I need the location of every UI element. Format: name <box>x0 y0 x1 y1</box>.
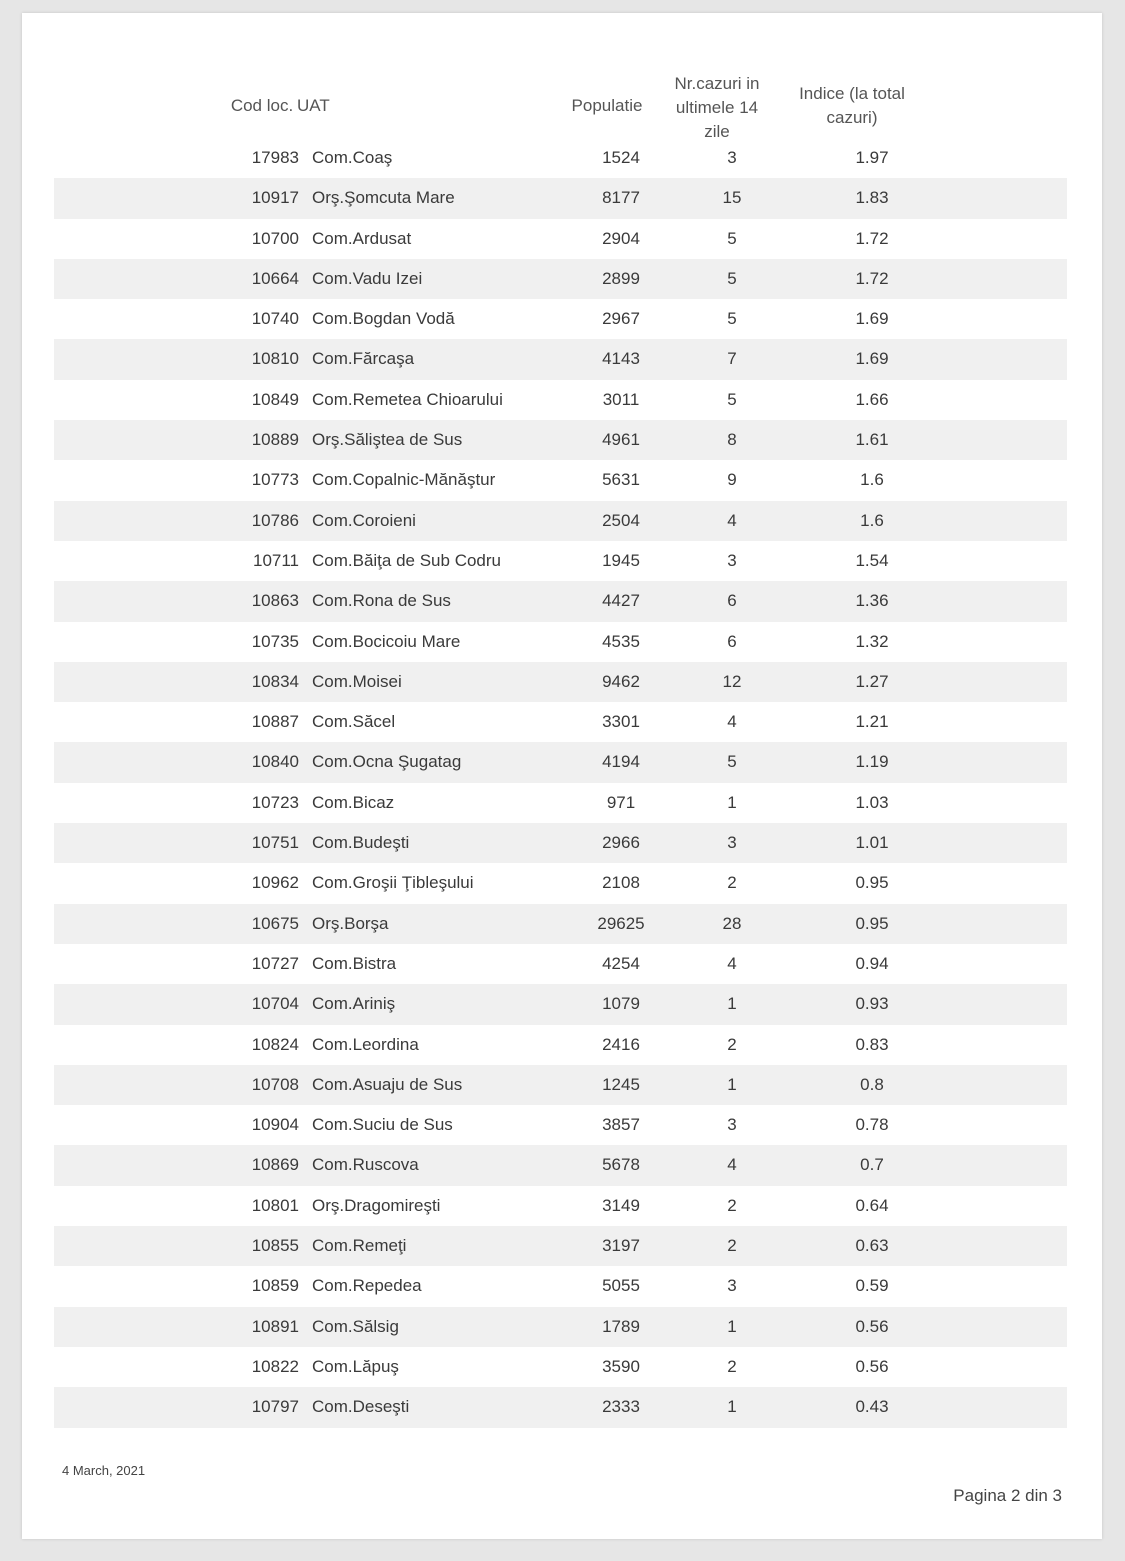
cell-cod-loc: 10863 <box>251 591 299 611</box>
cell-cod-loc: 10855 <box>251 1236 299 1256</box>
cell-populatie: 4961 <box>602 430 640 450</box>
cell-uat: Com.Copalnic-Mănăştur <box>312 470 496 490</box>
cell-populatie: 5055 <box>602 1276 640 1296</box>
cell-cod-loc: 10735 <box>251 631 299 651</box>
cell-indice: 0.56 <box>855 1356 889 1376</box>
cell-nr-cazuri: 2 <box>727 873 737 893</box>
table-row <box>54 1347 1067 1387</box>
cell-indice: 0.43 <box>855 1397 889 1417</box>
cell-populatie: 29625 <box>597 913 645 933</box>
cell-cod-loc: 10786 <box>251 510 299 530</box>
cell-cod-loc: 10849 <box>251 389 299 409</box>
cell-populatie: 2416 <box>602 1034 640 1054</box>
cell-populatie: 2967 <box>602 309 640 329</box>
cell-indice: 1.69 <box>855 309 889 329</box>
table-row <box>54 1186 1067 1226</box>
cell-populatie: 3857 <box>602 1115 640 1135</box>
cell-nr-cazuri: 5 <box>727 389 737 409</box>
table-row <box>54 581 1067 621</box>
cell-populatie: 1789 <box>602 1316 640 1336</box>
cell-uat: Com.Asuaju de Sus <box>312 1074 463 1094</box>
table-row <box>54 178 1067 218</box>
cell-populatie: 3301 <box>602 712 640 732</box>
cell-populatie: 2504 <box>602 510 640 530</box>
header-nr-cazuri: Nr.cazuri in ultimele 14 zile <box>674 74 760 141</box>
cell-indice: 0.95 <box>855 913 889 933</box>
cell-uat: Com.Bogdan Vodă <box>312 309 455 329</box>
cell-cod-loc: 17983 <box>251 148 299 167</box>
table-row <box>54 501 1067 541</box>
cell-nr-cazuri: 2 <box>727 1195 737 1215</box>
cell-nr-cazuri: 3 <box>727 833 737 853</box>
cell-uat: Com.Leordina <box>312 1034 419 1054</box>
cell-populatie: 3011 <box>602 389 640 409</box>
cell-cod-loc: 10664 <box>251 268 299 288</box>
cell-uat: Com.Remetea Chioarului <box>312 389 503 409</box>
cell-uat: Com.Vadu Izei <box>312 268 423 288</box>
cell-indice: 1.36 <box>855 591 889 611</box>
cell-uat: Com.Fărcaşa <box>312 349 415 369</box>
cell-indice: 1.61 <box>855 430 889 450</box>
cell-cod-loc: 10917 <box>251 188 299 208</box>
table-row <box>54 1025 1067 1065</box>
cell-nr-cazuri: 2 <box>727 1356 737 1376</box>
cell-populatie: 4254 <box>602 953 640 973</box>
cell-uat: Com.Suciu de Sus <box>312 1115 453 1135</box>
table-row <box>54 460 1067 500</box>
cell-populatie: 8177 <box>602 188 640 208</box>
cell-cod-loc: 10962 <box>251 873 299 893</box>
cell-cod-loc: 10889 <box>251 430 299 450</box>
table-row <box>54 783 1067 823</box>
cell-cod-loc: 10840 <box>251 752 299 772</box>
cell-indice: 1.19 <box>855 752 889 772</box>
cell-nr-cazuri: 3 <box>727 1115 737 1135</box>
cell-nr-cazuri: 4 <box>727 953 737 973</box>
cell-uat: Com.Bicaz <box>312 792 395 812</box>
cell-cod-loc: 10834 <box>251 671 299 691</box>
cell-cod-loc: 10797 <box>251 1397 299 1417</box>
cell-cod-loc: 10801 <box>251 1195 299 1215</box>
cell-populatie: 4535 <box>602 631 640 651</box>
table-row <box>54 1065 1067 1105</box>
cell-uat: Com.Budeşti <box>312 833 410 853</box>
table-row <box>54 823 1067 863</box>
cell-nr-cazuri: 4 <box>727 510 737 530</box>
cell-populatie: 1079 <box>602 994 640 1014</box>
table-row <box>54 702 1067 742</box>
cell-populatie: 1245 <box>602 1074 640 1094</box>
cell-nr-cazuri: 9 <box>727 470 737 490</box>
cell-indice: 0.63 <box>855 1236 889 1256</box>
cell-cod-loc: 10675 <box>251 913 299 933</box>
cell-populatie: 971 <box>606 792 636 812</box>
cell-uat: Orş.Şomcuta Mare <box>312 188 455 208</box>
cell-indice: 1.32 <box>855 631 889 651</box>
cell-populatie: 2904 <box>602 228 640 248</box>
cell-uat: Com.Groşii Ţibleşului <box>312 873 474 893</box>
cell-indice: 1.21 <box>855 712 889 732</box>
cell-indice: 0.56 <box>855 1316 889 1336</box>
cell-uat: Com.Moisei <box>312 671 402 691</box>
cell-nr-cazuri: 5 <box>727 752 737 772</box>
cell-indice: 0.59 <box>855 1276 889 1296</box>
cell-populatie: 1524 <box>602 148 640 167</box>
cell-uat: Com.Lăpuş <box>312 1356 399 1376</box>
table-row <box>54 1145 1067 1185</box>
cell-nr-cazuri: 3 <box>727 1276 737 1296</box>
cell-indice: 0.93 <box>855 994 889 1014</box>
cell-cod-loc: 10700 <box>251 228 299 248</box>
cell-nr-cazuri: 5 <box>727 268 737 288</box>
table-row <box>54 420 1067 460</box>
cell-cod-loc: 10740 <box>251 309 299 329</box>
cell-nr-cazuri: 2 <box>727 1236 737 1256</box>
cell-nr-cazuri: 1 <box>727 1316 737 1336</box>
cell-cod-loc: 10869 <box>251 1155 299 1175</box>
table-row <box>54 138 1067 178</box>
cell-populatie: 2966 <box>602 833 640 853</box>
table-row <box>54 863 1067 903</box>
cell-cod-loc: 10773 <box>251 470 299 490</box>
cell-populatie: 2899 <box>602 268 640 288</box>
cell-uat: Com.Repedea <box>312 1276 422 1296</box>
cell-uat: Com.Ariniş <box>312 994 396 1014</box>
cell-uat: Com.Ruscova <box>312 1155 419 1175</box>
cell-indice: 1.6 <box>860 470 884 490</box>
cell-uat: Com.Deseşti <box>312 1397 410 1417</box>
table-row <box>54 380 1067 420</box>
cell-populatie: 2108 <box>602 873 640 893</box>
table-row <box>54 904 1067 944</box>
cell-cod-loc: 10711 <box>252 550 299 570</box>
cell-uat: Com.Săcel <box>312 712 396 732</box>
cell-populatie: 3149 <box>602 1195 640 1215</box>
cell-uat: Orş.Săliştea de Sus <box>312 430 463 450</box>
table-row <box>54 662 1067 702</box>
cell-uat: Com.Băiţa de Sub Codru <box>312 550 501 570</box>
cell-cod-loc: 10887 <box>251 712 299 732</box>
cell-populatie: 3197 <box>602 1236 640 1256</box>
cell-indice: 1.66 <box>855 389 889 409</box>
header-uat: UAT <box>297 96 330 115</box>
cell-nr-cazuri: 8 <box>727 430 737 450</box>
cell-uat: Com.Ardusat <box>312 228 412 248</box>
cell-indice: 1.01 <box>855 833 889 853</box>
data-table <box>54 138 1067 1428</box>
footer-date: 4 March, 2021 <box>62 1463 146 1478</box>
cell-nr-cazuri: 6 <box>727 631 737 651</box>
cell-populatie: 9462 <box>602 671 640 691</box>
cell-uat: Com.Bistra <box>312 953 397 973</box>
cell-nr-cazuri: 4 <box>727 712 737 732</box>
table-row <box>54 1387 1067 1427</box>
cell-nr-cazuri: 5 <box>727 309 737 329</box>
header-indice: Indice (la total cazuri) <box>799 84 905 127</box>
cell-nr-cazuri: 1 <box>727 994 737 1014</box>
cell-uat: Com.Rona de Sus <box>312 591 451 611</box>
cell-indice: 1.27 <box>855 671 889 691</box>
cell-nr-cazuri: 1 <box>727 792 737 812</box>
cell-indice: 1.72 <box>855 268 889 288</box>
cell-cod-loc: 10904 <box>251 1115 299 1135</box>
table-row <box>54 339 1067 379</box>
cell-uat: Com.Remeţi <box>312 1236 407 1256</box>
cell-indice: 1.97 <box>855 148 889 167</box>
table-row <box>54 984 1067 1024</box>
cell-nr-cazuri: 1 <box>727 1074 737 1094</box>
cell-nr-cazuri: 3 <box>727 148 737 167</box>
cell-uat: Orş.Dragomireşti <box>312 1195 441 1215</box>
cell-nr-cazuri: 6 <box>727 591 737 611</box>
cell-indice: 0.95 <box>855 873 889 893</box>
table-row <box>54 622 1067 662</box>
cell-nr-cazuri: 1 <box>727 1397 737 1417</box>
cell-cod-loc: 10751 <box>251 833 299 853</box>
cell-populatie: 5678 <box>602 1155 640 1175</box>
cell-indice: 0.83 <box>855 1034 889 1054</box>
table-row <box>54 944 1067 984</box>
cell-indice: 1.54 <box>855 550 889 570</box>
cell-populatie: 5631 <box>602 470 640 490</box>
cell-nr-cazuri: 12 <box>722 671 742 691</box>
cell-cod-loc: 10727 <box>251 953 299 973</box>
cell-uat: Com.Coaş <box>312 148 393 167</box>
cell-indice: 0.94 <box>855 953 889 973</box>
cell-uat: Com.Ocna Şugatag <box>312 752 462 772</box>
table-row <box>54 259 1067 299</box>
cell-cod-loc: 10704 <box>251 994 299 1014</box>
cell-uat: Com.Sălsig <box>312 1316 399 1336</box>
cell-populatie: 4194 <box>602 752 640 772</box>
cell-indice: 0.64 <box>855 1195 889 1215</box>
cell-nr-cazuri: 7 <box>727 349 737 369</box>
cell-cod-loc: 10891 <box>251 1316 299 1336</box>
cell-indice: 1.6 <box>860 510 884 530</box>
table-row <box>54 1266 1067 1306</box>
cell-populatie: 4143 <box>602 349 640 369</box>
table-row <box>54 1105 1067 1145</box>
table-row <box>54 1226 1067 1266</box>
cell-indice: 1.72 <box>855 228 889 248</box>
cell-uat: Com.Bocicoiu Mare <box>312 631 461 651</box>
cell-cod-loc: 10723 <box>251 792 299 812</box>
table-row <box>54 742 1067 782</box>
table-row <box>54 219 1067 259</box>
document-page <box>22 13 1102 1539</box>
cell-uat: Orş.Borşa <box>312 913 389 933</box>
cell-cod-loc: 10859 <box>251 1276 299 1296</box>
cell-nr-cazuri: 28 <box>722 913 742 933</box>
page-number: Pagina 2 din 3 <box>953 1486 1062 1505</box>
cell-indice: 1.69 <box>855 349 889 369</box>
cell-indice: 0.8 <box>860 1074 884 1094</box>
cell-nr-cazuri: 15 <box>722 188 742 208</box>
cell-cod-loc: 10708 <box>251 1074 299 1094</box>
table-row <box>54 1307 1067 1347</box>
table-row <box>54 541 1067 581</box>
header-cod-loc: Cod loc. <box>230 96 294 115</box>
cell-indice: 1.03 <box>855 792 889 812</box>
cell-indice: 0.7 <box>860 1155 884 1175</box>
cell-cod-loc: 10824 <box>251 1034 299 1054</box>
cell-nr-cazuri: 4 <box>727 1155 737 1175</box>
cell-populatie: 2333 <box>602 1397 640 1417</box>
cell-nr-cazuri: 2 <box>727 1034 737 1054</box>
cell-indice: 0.78 <box>855 1115 889 1135</box>
cell-populatie: 3590 <box>602 1356 640 1376</box>
header-populatie: Populatie <box>571 96 643 115</box>
cell-indice: 1.83 <box>855 188 889 208</box>
cell-cod-loc: 10810 <box>251 349 299 369</box>
cell-uat: Com.Coroieni <box>312 510 416 530</box>
cell-cod-loc: 10822 <box>251 1356 299 1376</box>
cell-nr-cazuri: 5 <box>727 228 737 248</box>
cell-nr-cazuri: 3 <box>727 550 737 570</box>
table-row <box>54 299 1067 339</box>
cell-populatie: 4427 <box>602 591 640 611</box>
cell-populatie: 1945 <box>602 550 640 570</box>
